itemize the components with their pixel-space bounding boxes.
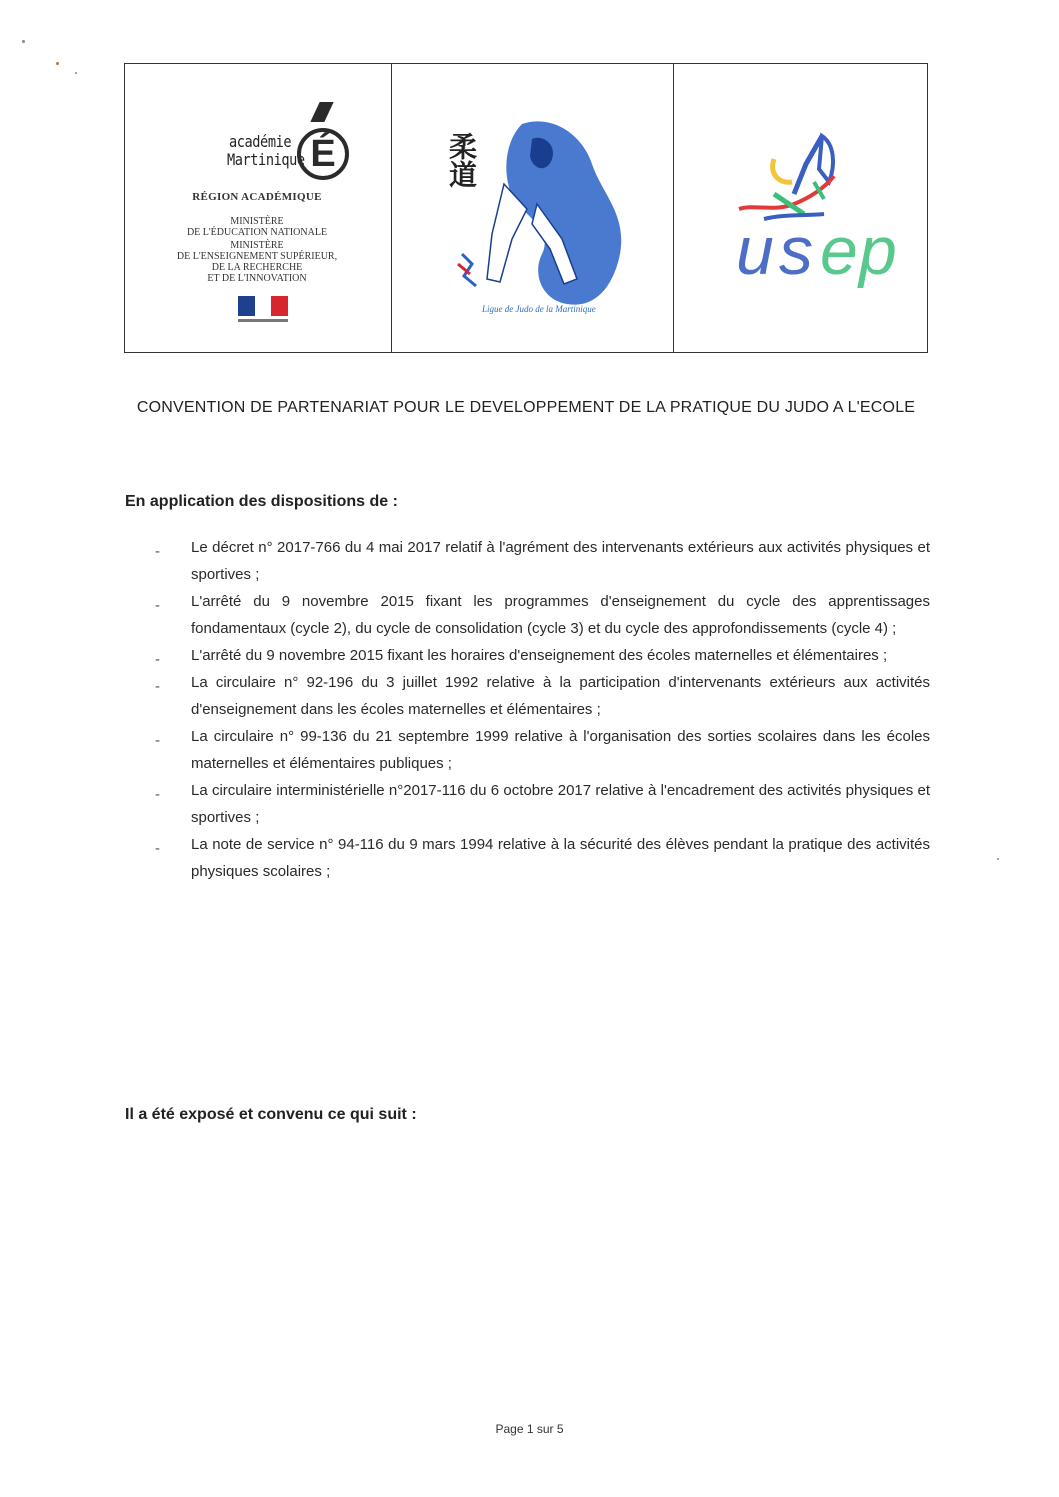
- judo-kanji-mark: 柔道: [445, 132, 478, 188]
- flag-red: [271, 296, 288, 316]
- accent-mark: [310, 102, 333, 122]
- usep-logo: [674, 64, 928, 352]
- french-republic-flag-icon: [238, 296, 288, 316]
- usep-wordmark: u: [736, 213, 774, 289]
- ministry-higher-ed-label: MINISTÈRE DE L'ENSEIGNEMENT SUPÉRIEUR, DE LA RECHERCHE ET DE L'INNOVATION: [176, 240, 338, 284]
- usep-logo-cell: [673, 64, 927, 352]
- list-item: - L'arrêté du 9 novembre 2015 fixant les horaires d'enseignement des écoles maternelles et élémentaires ;: [155, 642, 930, 669]
- scan-speck: [75, 72, 77, 74]
- dispositions-list: [155, 534, 930, 885]
- logo-header-table: [124, 63, 928, 353]
- ligue-judo-caption: Ligue de Judo de la Martinique: [482, 304, 596, 314]
- scan-speck: [22, 40, 25, 43]
- academie-word: académie: [229, 132, 292, 151]
- region-academique-label: RÉGION ACADÉMIQUE: [192, 191, 322, 203]
- ministry-education-label: MINISTÈRE DE L'ÉDUCATION NATIONALE: [186, 216, 328, 238]
- exposed-heading: Il a été exposé et convenu ce qui suit :: [125, 1106, 417, 1123]
- list-item: - La note de service n° 94-116 du 9 mars 1994 relative à la sécurité des élèves pendant la pratique des activités physiques scolaires ;: [155, 831, 930, 885]
- academie-logo-cell: [125, 64, 391, 352]
- svg-text:s: s: [779, 213, 813, 289]
- dispositions-heading: En application des dispositions de :: [125, 493, 398, 510]
- list-item: - L'arrêté du 9 novembre 2015 fixant les programmes d'enseignement du cycle des apprentissages fondamentaux (cycle 2), du cycle de consolidation (cycle 3) et du cycle des approfondissements (cycle 4) ;: [155, 588, 930, 642]
- page-number: Page 1 sur 5: [495, 1422, 564, 1436]
- document-title: CONVENTION DE PARTENARIAT POUR LE DEVELOPPEMENT DE LA PRATIQUE DU JUDO A L'ECOLE: [136, 399, 916, 416]
- flag-blue: [238, 296, 255, 316]
- judo-logo-cell: [391, 64, 673, 352]
- flag-caption-mark: [238, 319, 288, 322]
- list-item: - La circulaire n° 92-196 du 3 juillet 1992 relative à la participation d'intervenants extérieurs aux activités d'enseignement dans les écoles maternelles et élémentaires ;: [155, 669, 930, 723]
- flag-white: [255, 296, 272, 316]
- list-item: - Le décret n° 2017-766 du 4 mai 2017 relatif à l'agrément des intervenants extérieurs aux activités physiques et sportives ;: [155, 534, 930, 588]
- svg-text:e: e: [820, 213, 858, 289]
- academie-e-emblem: É: [297, 128, 349, 180]
- scan-speck: [997, 858, 999, 860]
- scan-speck: [56, 62, 59, 65]
- svg-text:p: p: [859, 213, 897, 289]
- list-item: - La circulaire interministérielle n°2017-116 du 6 octobre 2017 relative à l'encadrement des activités physiques et sportives ;: [155, 777, 930, 831]
- list-item: - La circulaire n° 99-136 du 21 septembre 1999 relative à l'organisation des sorties scolaires dans les écoles maternelles et élémentaires publiques ;: [155, 723, 930, 777]
- martinique-word: Martinique: [227, 150, 305, 169]
